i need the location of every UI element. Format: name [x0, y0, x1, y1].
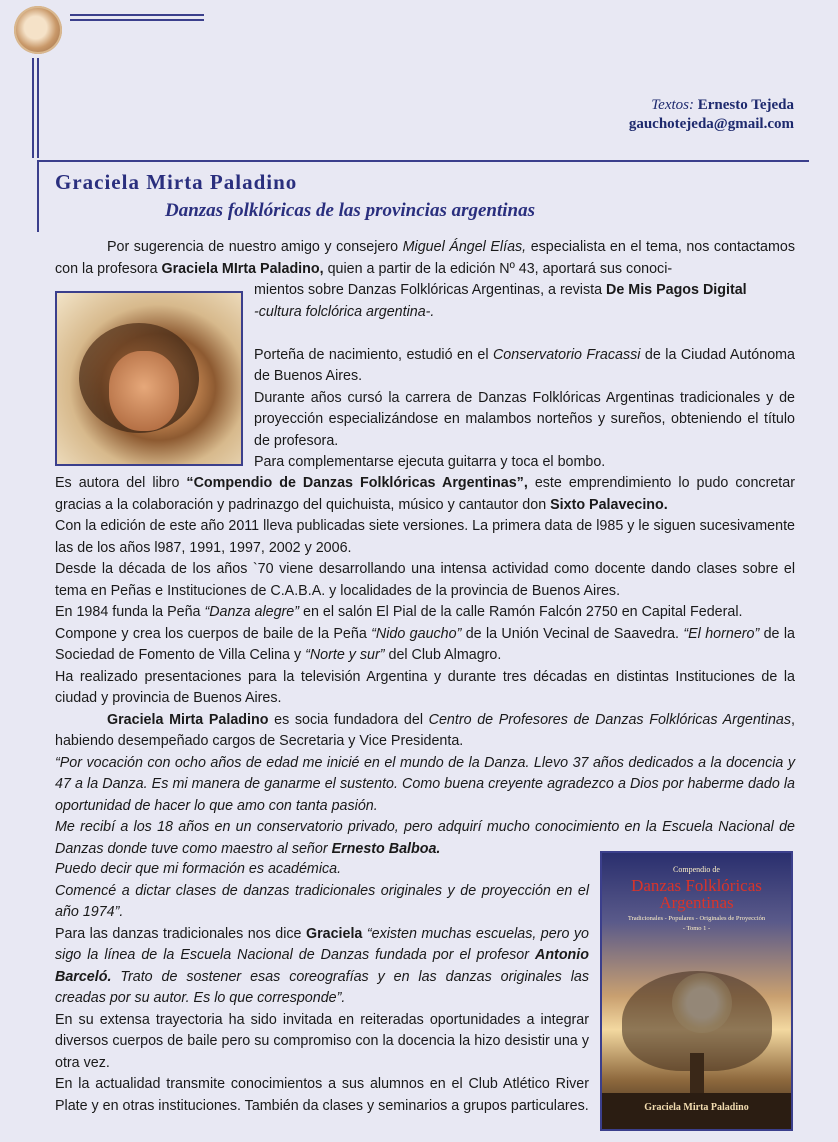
quote-paragraph: Comencé a dictar clases de danzas tradicionales originales y de proyección en el año 1974”.	[55, 882, 589, 920]
paragraph: En 1984 funda la Peña “Danza alegre” en el salón El Pial de la calle Ramón Falcón 2750 en Capital Federal.	[55, 604, 743, 620]
quote-paragraph: Me recibí a los 18 años en un conservatorio privado, pero adquirí mucho conocimiento en la Escuela Nacional de Danzas donde tuve como maestro al señor Ernesto Balboa.	[55, 819, 795, 857]
book-cover-image	[600, 851, 793, 1131]
paragraph: Es autora del libro “Compendio de Danzas Folklóricas Argentinas”, este emprendimiento lo pudo concretar gracias a la colaboración y padrinazgo del quichuista, músico y cantautor don Sixto Palavecino.	[55, 475, 795, 513]
paragraph: -cultura folclórica argentina-.	[254, 303, 435, 320]
book-cover-top: Compendio de	[673, 865, 720, 874]
credits-author: Ernesto Tejeda	[697, 97, 794, 113]
quote-paragraph: “Por vocación con ocho años de edad me inicié en el mundo de la Danza. Llevo 37 años dedicados a la docencia y 47 a la Danza. Es mi manera de ganarme el sustento. Como buena creyente agradezco a Dios por haberme dado la oportunidad de hacer lo que amo con tanta pasión.	[55, 754, 795, 814]
paragraph: En la actualidad transmite conocimientos a sus alumnos en el Club Atlético River Plate y en otras instituciones. También da clases y seminarios a grupos particulares.	[55, 1076, 589, 1114]
decorative-line	[37, 58, 39, 158]
intro-block	[55, 237, 795, 280]
decorative-line	[32, 58, 34, 158]
credits-block	[629, 96, 794, 134]
book-cover-subtitle: Tradicionales - Populares - Originales de Proyección	[627, 915, 766, 922]
book-cover-volume: - Tomo 1 -	[682, 925, 711, 932]
paragraph: Durante años cursó la carrera de Danzas Folklóricas Argentinas tradicionales y de proyección especializándose en malambos norteños y sureños, obteniendo el título de profesora.	[254, 389, 795, 449]
main-text-block	[55, 473, 795, 860]
paragraph: Para las danzas tradicionales nos dice Graciela “existen muchas escuelas, pero yo sigo la línea de la Escuela Nacional de Danzas fundada por el profesor Antonio Barceló. Trato de sostener esas coreografías y en las danzas originales las creadas por su autor. Es lo que corresponde”.	[55, 925, 589, 1006]
book-cover-author: Graciela Mirta Paladino	[644, 1102, 749, 1113]
book-cover-title-2: Argentinas	[659, 893, 734, 912]
corner-ornament-logo	[14, 6, 62, 54]
paragraph: Con la edición de este año 2011 lleva publicadas siete versiones. La primera data de l985 y le siguen sucesivamente las de los años l987, 1991, 1997, 2002 y 2006.	[55, 518, 795, 556]
credits-label: Textos:	[651, 97, 694, 113]
book-cover-title-1: Danzas Folklóricas	[631, 876, 762, 895]
paragraph: Graciela Mirta Paladino es socia fundadora del Centro de Profesores de Danzas Folklóricas Argentinas, habiendo desempeñado cargos de Secretaria y Vice Presidenta.	[55, 711, 795, 749]
decorative-line	[70, 19, 204, 21]
paragraph: En su extensa trayectoria ha sido invitada en reiteradas oportunidades a integrar diversos cuerpos de baile pero su compromiso con la docencia la hizo desistir una y otra vez.	[55, 1011, 589, 1071]
paragraph: Por sugerencia de nuestro amigo y consejero Miguel Ángel Elías, especialista en el tema, nos contactamos con la profesora Graciela MIrta Paladino, quien a partir de la edición Nº 43, aportará sus conoci-	[55, 239, 795, 277]
article-subtitle: Danzas folklóricas de las provincias argentinas	[165, 200, 536, 221]
article-title: Graciela Mirta Paladino	[55, 170, 298, 194]
credits-email[interactable]: gauchotejeda@gmail.com	[628, 116, 794, 132]
paragraph: Desde la década de los años `70 viene desarrollando una intensa actividad como docente dando clases sobre el tema en Peñas e Instituciones de C.A.B.A. y localidades de la provincia de Buenos Aires.	[55, 561, 795, 599]
portrait-photo	[55, 291, 243, 466]
paragraph: Porteña de nacimiento, estudió en el Conservatorio Fracassi de la Ciudad Autónoma de Buenos Aires.	[254, 346, 795, 384]
paragraph: Para complementarse ejecuta guitarra y toca el bombo.	[254, 454, 606, 470]
beside-book-block	[55, 859, 589, 1117]
paragraph: mientos sobre Danzas Folklóricas Argentinas, a revista De Mis Pagos Digital	[254, 282, 747, 298]
paragraph: Ha realizado presentaciones para la televisión Argentina y durante tres décadas en distintas Instituciones de la ciudad y provincia de Buenos Aires.	[55, 668, 795, 706]
beside-photo-block	[254, 280, 795, 474]
decorative-line	[70, 14, 204, 16]
quote-paragraph: Puedo decir que mi formación es académica.	[55, 861, 342, 877]
paragraph: Compone y crea los cuerpos de baile de la Peña “Nido gaucho” de la Unión Vecinal de Saavedra. “El hornero” de la Sociedad de Fomento de Villa Celina y “Norte y sur” del Club Almagro.	[55, 625, 795, 663]
